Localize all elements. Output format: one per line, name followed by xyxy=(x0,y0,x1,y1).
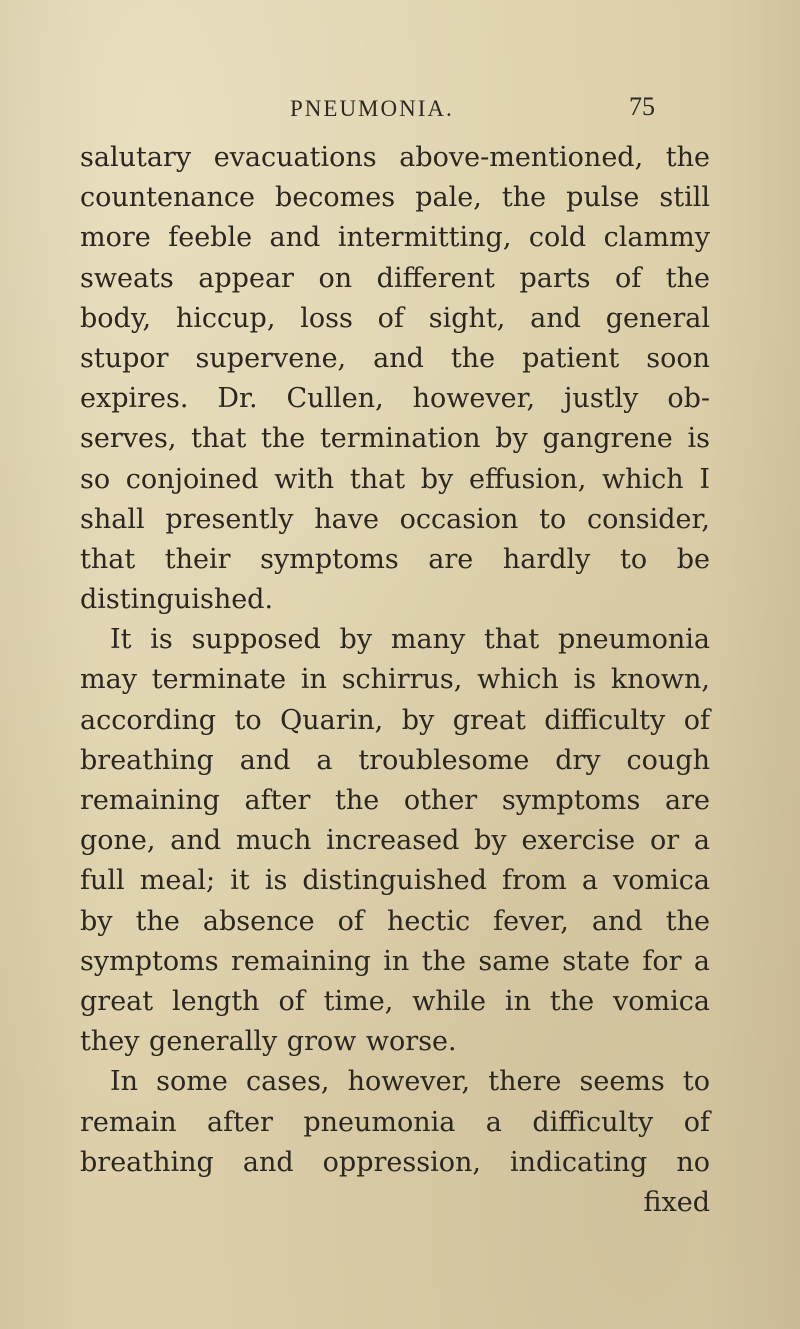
text-line: sweats appear on different parts of the xyxy=(80,262,710,294)
paragraph-start: In some cases, however, there seems to xyxy=(110,1066,710,1098)
text-line: remain after pneumonia a difficulty of xyxy=(80,1106,710,1138)
page-number: 75 xyxy=(629,92,655,121)
text-line: more feeble and intermitting, cold clammy xyxy=(80,222,710,254)
text-line: that their symptoms are hardly to be xyxy=(80,543,710,575)
text-line: stupor supervene, and the patient soon xyxy=(80,342,710,374)
text-line: so conjoined with that by effusion, which I xyxy=(80,463,710,495)
text-line: breathing and oppression, indicating no xyxy=(80,1146,710,1178)
text-line: salutary evacuations above-mentioned, the xyxy=(80,142,710,173)
text-line: may terminate in schirrus, which is known, xyxy=(80,664,710,696)
text-line: expires. Dr. Cullen, however, justly ob- xyxy=(80,383,710,415)
text-line: great length of time, while in the vomica xyxy=(80,985,710,1017)
text-line: breathing and a troublesome dry cough xyxy=(80,744,710,776)
text-line: symptoms remaining in the same state for a xyxy=(80,945,710,977)
text-line: countenance becomes pale, the pulse still xyxy=(80,182,710,214)
text-line: they generally grow worse. xyxy=(80,1026,457,1058)
text-line: full meal; it is distinguished from a vomica xyxy=(80,865,710,897)
text-line: body, hiccup, loss of sight, and general xyxy=(80,302,710,334)
text-line: according to Quarin, by great difficulty of xyxy=(80,704,710,736)
text-line: serves, that the termination by gangrene is xyxy=(80,423,710,455)
running-title: PNEUMONIA. xyxy=(290,96,454,121)
text-line: shall presently have occasion to consider, xyxy=(80,503,710,535)
catchword: fixed xyxy=(643,1186,710,1218)
text-line: remaining after the other symptoms are xyxy=(80,785,710,816)
paragraph-start: It is supposed by many that pneumonia xyxy=(110,624,710,656)
text-line: distinguished. xyxy=(80,584,274,616)
text-line: gone, and much increased by exercise or a xyxy=(80,825,710,857)
body-text xyxy=(80,138,710,1223)
running-head xyxy=(290,92,655,132)
text-line: by the absence of hectic fever, and the xyxy=(80,905,710,937)
